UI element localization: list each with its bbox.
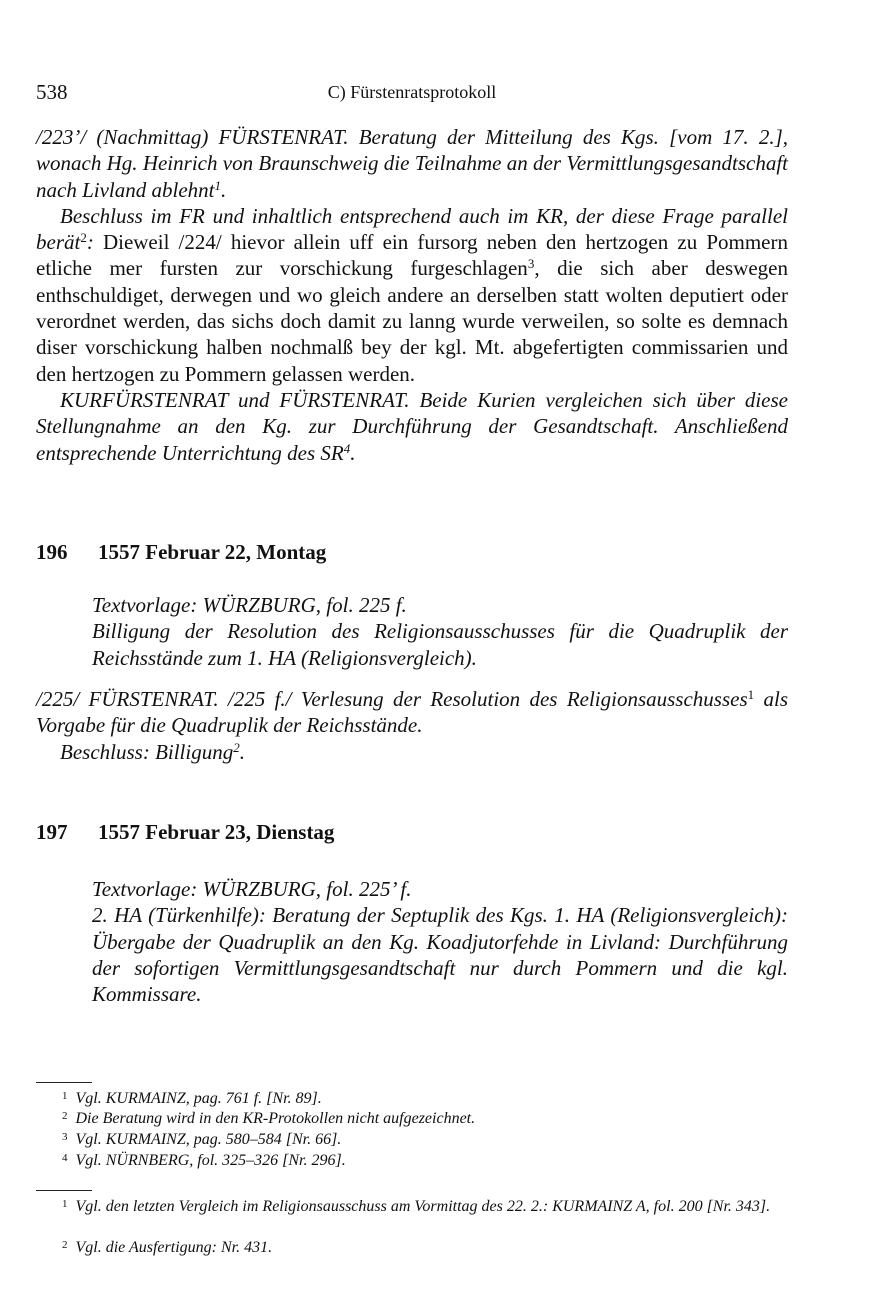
footnote: $^1$ Vgl. KURMAINZ, pag. 761 f. [Nr. 89]. [62,1090,322,1107]
document-date: 1557 Februar 22, Montag [98,540,327,564]
resolution-paragraph: Beschluss im FR und inhaltlich entsprechend auch im KR, der diese Frage parallel berät$^2$: Dieweil /224/ hievor allein uff ein fursorg neben den hertzogen zu Pommern etliche mer fursten zur vorschickung furgeschlagen$^3$, die sich aber deswegen enthschuldiget, derwegen und wo gleich andere an derselben statt wolten deputiert oder verordnet werden, das sichs doch damit zu lanng wurde verweilen, so solte es demnach diser vorschickung halben nochmalß bey der kgl. Mt. abgefertigten commissarien und den hertzogen zu Pommern gelassen werden. [36,203,789,386]
document-number: 197 [36,820,68,844]
decision-paragraph: Beschluss: Billigung$^2$. [60,739,245,764]
footnote-ref[interactable]: 3 [527,256,535,272]
source-line: Textvorlage: WÜRZBURG, fol. 225’ f. [92,877,412,901]
book-page [36,0,788,1300]
footnote-divider [36,1190,92,1191]
document-body-196 [36,686,788,765]
page-header [36,80,788,106]
document-date: 1557 Februar 23, Dienstag [98,820,335,844]
footnote-ref[interactable]: 1 [747,687,755,702]
footnote: $^1$ Vgl. den letzten Vergleich im Religionsausschuss am Vormittag des 22. 2.: KURMAINZ A, fol. 200 [Nr. 343]. [62,1198,771,1215]
footnote: $^2$ Die Beratung wird in den KR-Protokollen nicht aufgezeichnet. [62,1110,476,1127]
document-heading-196 [36,540,788,565]
footnote: $^4$ Vgl. NÜRNBERG, fol. 325–326 [Nr. 296]. [62,1152,346,1169]
document-summary-197 [92,876,788,1007]
reading-paragraph: /225/ FÜRSTENRAT. /225 f./ Verlesung der Resolution des Religionsausschusses$^1$ als Vorgabe für die Quadruplik der Reichsstände. [36,687,788,738]
document-number: 196 [36,540,68,564]
regest-text: Billigung der Resolution des Religionsausschusses für die Quadruplik der Reichsstände zum 1. HA (Religionsvergleich). [92,619,788,670]
page-number: 538 [36,80,68,104]
footnote-divider [36,1082,92,1083]
running-head: C) Fürstenratsprotokoll [327,82,497,102]
footnote-ref[interactable]: 2 [80,230,87,246]
regest-text: 2. HA (Türkenhilfe): Beratung der Septuplik des Kgs. 1. HA (Religionsvergleich): Übergabe der Quadruplik an den Kg. Koadjutorfehde in Livland: Durchführung der sofortigen Vermittlungsgesandtschaft nur durch Pommern und die kgl. Kommissare. [92,903,788,1007]
session-block [36,124,788,466]
document-summary-196 [92,592,788,671]
footnote-ref[interactable]: 1 [214,177,221,193]
folio-ref: /224/ [178,230,222,255]
footnote-ref[interactable]: 4 [343,440,351,456]
footnote-ref[interactable]: 2 [233,739,240,755]
footnote: $^3$ Vgl. KURMAINZ, pag. 580–584 [Nr. 66]. [62,1131,342,1148]
session-summary: /223’/ (Nachmittag) FÜRSTENRAT. Beratung der Mitteilung des Kgs. [vom 17. 2.], wonach Hg. Heinrich von Braunschweig die Teilnahme an der Vermittlungsgesandtschaft nach Livland ablehnt$^1$. [36,125,788,202]
source-line: Textvorlage: WÜRZBURG, fol. 225 f. [92,593,407,617]
curiae-paragraph: KURFÜRSTENRAT und FÜRSTENRAT. Beide Kurien vergleichen sich über diese Stellungnahme an den Kg. zur Durchführung der Gesandtschaft. Anschließend entsprechende Unterrichtung des $SR^4$. [36,387,788,465]
footnote: $^2$ Vgl. die Ausfertigung: Nr. 431. [62,1239,273,1256]
document-heading-197 [36,820,788,845]
